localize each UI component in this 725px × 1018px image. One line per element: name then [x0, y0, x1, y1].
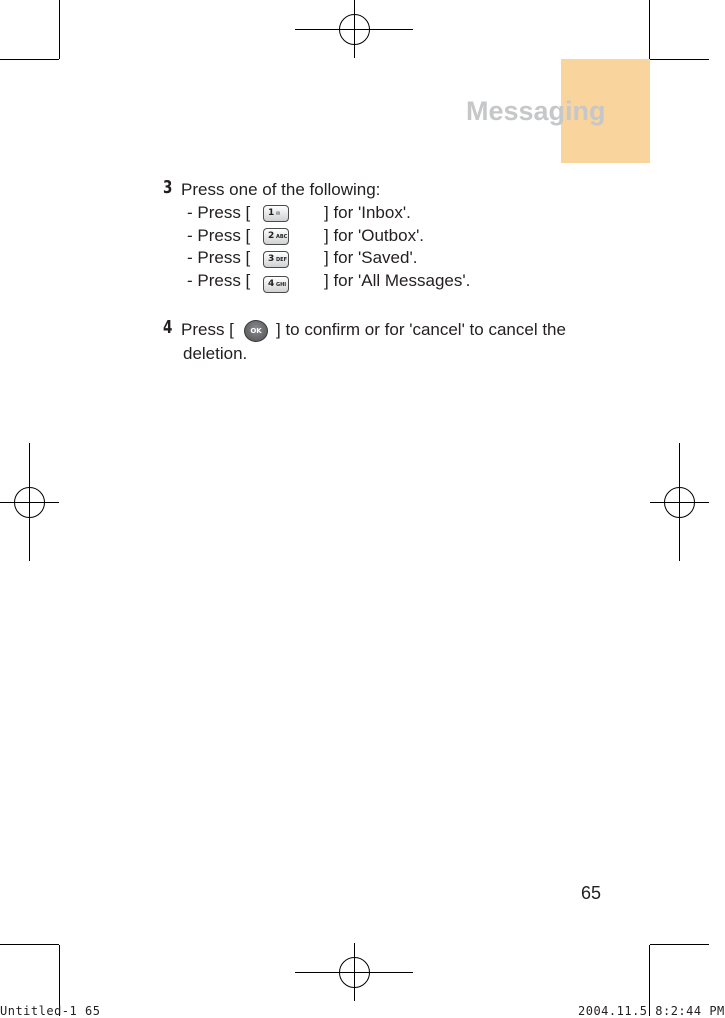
crop-mark-tr-h [650, 59, 709, 60]
key-letters: ABC [276, 234, 288, 240]
step-intro: Press one of the following: [181, 180, 381, 199]
key-letters: GHI [276, 282, 287, 288]
section-title: Messaging [466, 96, 606, 126]
step-line1-prefix: Press [ [181, 320, 234, 339]
key-number: 3 [268, 254, 275, 264]
ok-key-button: OK [244, 320, 268, 342]
crop-mark-tr-v [649, 0, 650, 59]
option-suffix: ] for 'Inbox'. [324, 203, 411, 222]
crop-mark-tl-v [59, 0, 60, 59]
option-suffix: ] for 'All Messages'. [324, 271, 471, 290]
key-4-button [263, 276, 289, 293]
key-number: 4 [268, 279, 275, 289]
option-prefix: - Press [ [187, 226, 251, 245]
crop-mark-br-h [650, 944, 709, 945]
key-3-button [263, 251, 289, 268]
step-line1-suffix: ] to confirm or for 'cancel' to cancel the [276, 320, 566, 339]
step-number: 3 [163, 177, 173, 198]
step-number: 4 [163, 317, 173, 338]
key-number: 1 [268, 208, 275, 218]
key-1-button [263, 205, 289, 222]
key-2-button [263, 228, 289, 245]
page-number: 65 [581, 883, 602, 903]
option-suffix: ] for 'Outbox'. [324, 226, 425, 245]
key-letters: DEF [276, 257, 287, 263]
option-suffix: ] for 'Saved'. [324, 248, 418, 267]
option-prefix: - Press [ [187, 271, 251, 290]
option-prefix: - Press [ [187, 248, 251, 267]
slug-left: Untitled-1 65 [0, 1004, 101, 1018]
crop-mark-tl-h [0, 59, 59, 60]
key-number: 2 [268, 231, 275, 241]
slug-right: 2004.11.5 8:2:44 PM [578, 1004, 725, 1018]
crop-mark-bl-h [0, 944, 59, 945]
option-prefix: - Press [ [187, 203, 251, 222]
envelope-icon: ✉ [276, 211, 281, 217]
step-line2: deletion. [183, 344, 248, 363]
